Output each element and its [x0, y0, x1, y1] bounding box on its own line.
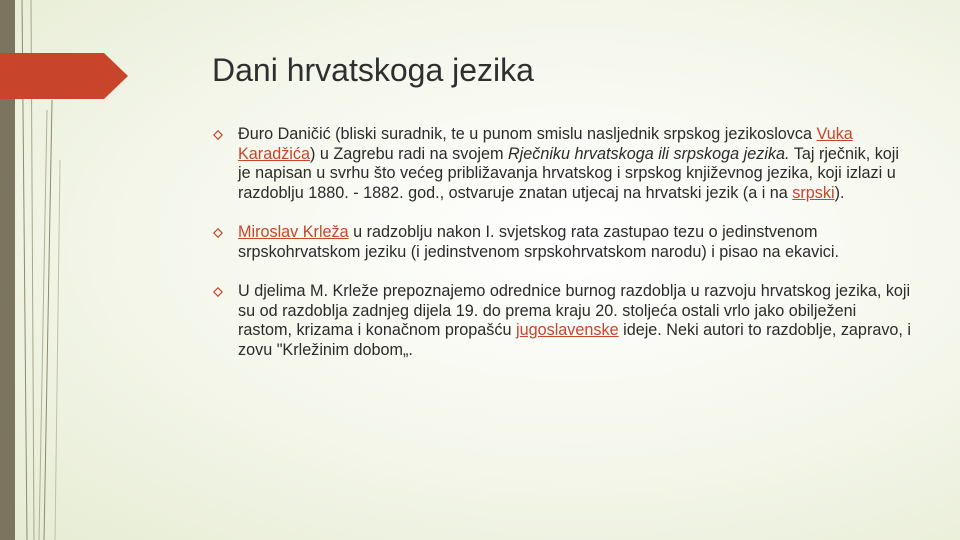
bullet-item: [212, 223, 912, 262]
bullet-item: [212, 125, 912, 203]
diamond-outline-icon: [213, 228, 223, 238]
bullet-text: u radzoblju nakon I. svjetskog rata zastupao tezu o jedinstvenom srpskohrvatskom jeziku (i jedinstvenom srpskohrvatskom narodu) i pisao na ekavici.: [238, 223, 839, 261]
bullet-list: [212, 125, 912, 380]
link-jugoslavenske[interactable]: jugoslavenske: [516, 321, 619, 339]
bullet-item: [212, 282, 912, 360]
diamond-outline-icon: [213, 130, 223, 140]
link-srpski[interactable]: srpski: [792, 183, 835, 202]
link-miroslav-krleza[interactable]: Miroslav Krleža: [238, 223, 349, 241]
title-accent-tab: [0, 53, 128, 99]
diamond-outline-icon: [213, 287, 223, 297]
bullet-text: ).: [834, 183, 845, 202]
bullet-text: U djelima M. Krleže prepoznajemo odrednice burnog razdoblja u razvoju hrvatskog jezika, koji su od razdoblja zadnjeg dijela 19. do prema kraju 20. stoljeća ostali vrlo jako obilježeni rastom, krizama i konačnom propašću: [238, 282, 911, 339]
bullet-italic-text: Rječniku hrvatskoga ili srpskoga jezika.: [507, 144, 790, 163]
bullet-text: ) u Zagrebu radi na svojem: [309, 144, 508, 163]
bullet-text: Taj rječnik, koji je napisan u svrhu što većeg približavanja hrvatskog i srpskog književnog jezika, koji izlazi u razdoblju 1880. - 1882. god., ostvaruje znatan utjecaj na hrvatski jezik (a i na: [238, 144, 900, 202]
slide-title: Dani hrvatskoga jezika: [212, 52, 534, 88]
link-vuka-karadzica[interactable]: Vuka Karadžića: [238, 125, 853, 163]
bullet-text: ideje. Neki autori to razdoblje, zapravo, i zovu "Krležinim dobom„.: [238, 321, 912, 359]
bullet-text: Đuro Daničić (bliski suradnik, te u punom smislu nasljednik srpskog jezikoslovca: [238, 125, 817, 143]
